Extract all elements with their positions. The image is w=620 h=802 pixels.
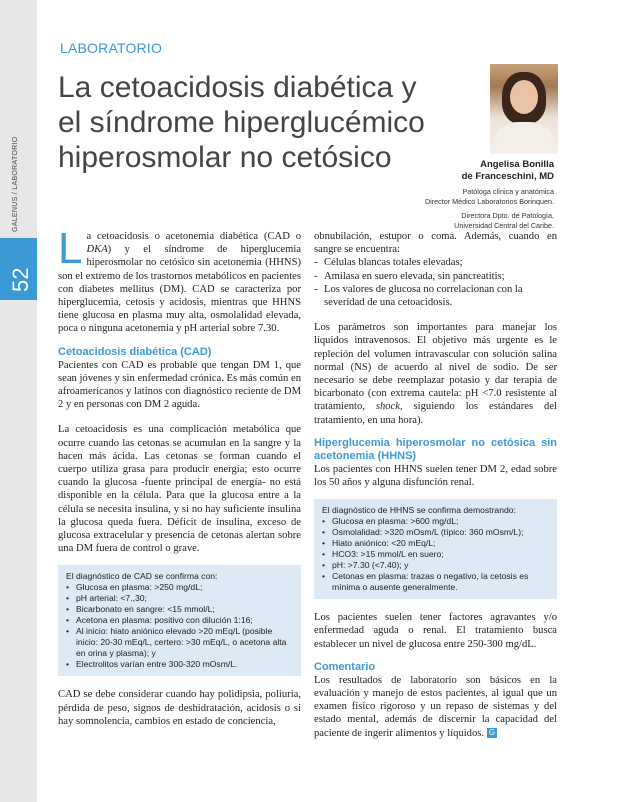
- page-number: 52: [8, 267, 33, 292]
- text: Los resultados de laboratorio son básicos en la evaluación y manejo de estos pacientes, al igual que un examen físico rigoroso y un repaso de sistemas y del estado mental, además de discernir la capacidad del paciente de ingerir alimentos y líquidos.: [314, 674, 557, 739]
- box-item: • Osmolalidad: >320 mOsm/L (típico: 360 mOsm/L);: [322, 527, 549, 538]
- box-item: • Electrolitos varían entre 300-320 mOsm/L.: [66, 659, 293, 670]
- intro-paragraph: [58, 224, 301, 336]
- heading-hhns: Hiperglucemia hiperosmolar no cetósica sin acetonemia (HHNS): [314, 436, 557, 462]
- column-right: [314, 230, 557, 740]
- box-title: El diagnóstico de HHNS se confirma demostrando:: [322, 505, 516, 516]
- affiliation-line: Directora Dpto. de Patología,: [461, 211, 554, 220]
- box-item: • Bicarbonato en sangre: <15 mmol/L;: [66, 604, 293, 615]
- heading-cad: Cetoacidosis diabética (CAD): [58, 345, 212, 358]
- box-item: • HCO3: >15 mmol/L en suero;: [322, 549, 549, 560]
- sidebar: [0, 0, 37, 802]
- column-left: [58, 224, 301, 728]
- text: Los parámetros son importantes para manejar los líquidos intravenosos. El objetivo más urgente es le repleción del volumen intravascular con solución salina normal (NS) de acuerdo al nivel de sodio. De ser necesario se debe reemplazar potasio y dar terapia de bicarbonato (con extrema cautela: pH <7.0 resistente al tratamiento,: [314, 322, 557, 413]
- box-item: • pH: >7.30 (<7.40); y: [322, 560, 549, 571]
- author-photo: [490, 64, 558, 154]
- affiliation-line: Universidad Central del Caribe.: [454, 220, 554, 230]
- text: , siguiendo los estándares del tratamiento, en una hora).: [314, 401, 557, 426]
- box-item: • pH arterial: <7.,30;: [66, 593, 293, 604]
- intro-abbrev: DKA: [86, 244, 108, 256]
- author-affiliation-2: [425, 211, 554, 230]
- box-item: • Al inicio: hiato aniónico elevado >20 mEq/L (posible inicio: 20-30 mEq/L, certero: >30 mEq/L, o acetona alta en orina y plasma); y: [66, 626, 293, 659]
- author-block: [425, 159, 554, 230]
- box-item: • Acetona en plasma: positivo con dilución 1:16;: [66, 615, 293, 626]
- blood-findings-list: [314, 256, 557, 309]
- list-item: - Amilasa en suero elevada, sin pancreatitis;: [314, 270, 557, 283]
- list-item: - Células blancas totales elevadas;: [314, 256, 557, 269]
- paragraph: obnubilación, estupor o coma. Además, cuando en sangre se encuentra:: [314, 231, 557, 256]
- drop-cap: L: [58, 224, 83, 273]
- paragraph: Los pacientes con HHNS suelen tener DM 2, edad sobre los 50 años y alguna disfunción renal.: [314, 463, 557, 489]
- title-line: La cetoacidosis diabética y: [58, 71, 417, 104]
- intro-text: a cetoacidosis o acetonemia diabética (CAD o: [86, 231, 301, 242]
- end-mark-icon: G: [488, 728, 496, 738]
- author-name: [425, 159, 554, 183]
- paragraph: Los pacientes suelen tener factores agravantes y/o enfermedad aguda o renal. El tratamiento busca establecer un nivel de glucosa entre 250-300 mg/dL.: [314, 612, 557, 650]
- author-name-line: Angelisa Bonilla: [480, 159, 554, 170]
- paragraph: [314, 674, 557, 740]
- box-list: [322, 516, 549, 593]
- box-item: • Glucosa en plasma: >250 mg/dL;: [66, 582, 293, 593]
- paragraph: CAD se debe considerar cuando hay polidipsia, poliuria, pérdida de peso, signos de deshidratación, acidosis o si hay somnolencia, cambios en estado de conciencia,: [58, 689, 301, 727]
- photo-body: [496, 122, 552, 154]
- intro-text-cont: ) y el síndrome de hiperglucemia hiperosmolar no cetósico sin acetonemia (HHNS) son el extremo de los trastornos metabólicos en pacientes con diabetes mellitus (DM). CAD se caracteriza por hiperglucemia, cetosis y acidosis, mientras que HHNS tiene glucosa en plasma muy alta, osmolalidad elevada, poca o ninguna acetonemia y pH arterial sobre 7.30.: [58, 244, 301, 335]
- title-line: el síndrome hiperglucémico: [58, 106, 425, 139]
- box-item: • Glucosa en plasma: >600 mg/dL;: [322, 516, 549, 527]
- photo-face: [510, 80, 538, 114]
- box-item: • Hiato aniónico: <20 mEq/L;: [322, 538, 549, 549]
- author-affiliation: [425, 187, 554, 206]
- heading-comentario: Comentario: [314, 660, 376, 673]
- text-em: shock: [375, 401, 400, 413]
- author-name-line: de Franceschini, MD: [461, 171, 554, 182]
- box-title: El diagnóstico de CAD se confirma con:: [66, 571, 218, 582]
- title-line: hiperosmolar no cetósico: [58, 141, 392, 174]
- box-item: • Cetonas en plasma: trazas o negativo, la cetosis es mínima o ausente generalmente.: [322, 571, 549, 593]
- cad-diagnosis-box: [58, 565, 301, 676]
- paragraph: [314, 321, 557, 427]
- affiliation-line: Director Médico Laboratorios Borinquen.: [424, 196, 554, 206]
- paragraph: La cetoacidosis es una complicación metabólica que ocurre cuando las cetonas se acumulan en la sangre y la hacen más ácida. Las cetonas se forman cuando el cuerpo utiliza grasa para producir energía; esto ocurre cuando la glucosa -fuente principal de energía- no está disponible en la célula. Para que la glucosa entre a la célula se necesita insulina, y si no hay suficiente insulina la glucosa queda fuera. Déficit de insulina, exceso de glucosa extracelular y presencia de cetonas alertan sobre una DM fuera de control o grave.: [58, 424, 301, 555]
- paragraph: Pacientes con CAD es probable que tengan DM 1, que sean jóvenes y sin enfermedad crónica. Es más común en afroamericanos y latinos con diagnóstico reciente de DM 2 y en personas con DM 2 aguda.: [58, 359, 301, 411]
- list-item: - Los valores de glucosa no correlacionan con la severidad de una cetoacidosis.: [314, 283, 557, 309]
- hhns-diagnosis-box: [314, 499, 557, 599]
- article-title: [58, 70, 478, 175]
- box-list: [66, 582, 293, 670]
- affiliation-line: Patóloga clínica y anatómica: [462, 187, 554, 196]
- sidebar-label-text: GALENUS / LABORATORIO: [12, 136, 19, 232]
- section-label: LABORATORIO: [60, 40, 163, 56]
